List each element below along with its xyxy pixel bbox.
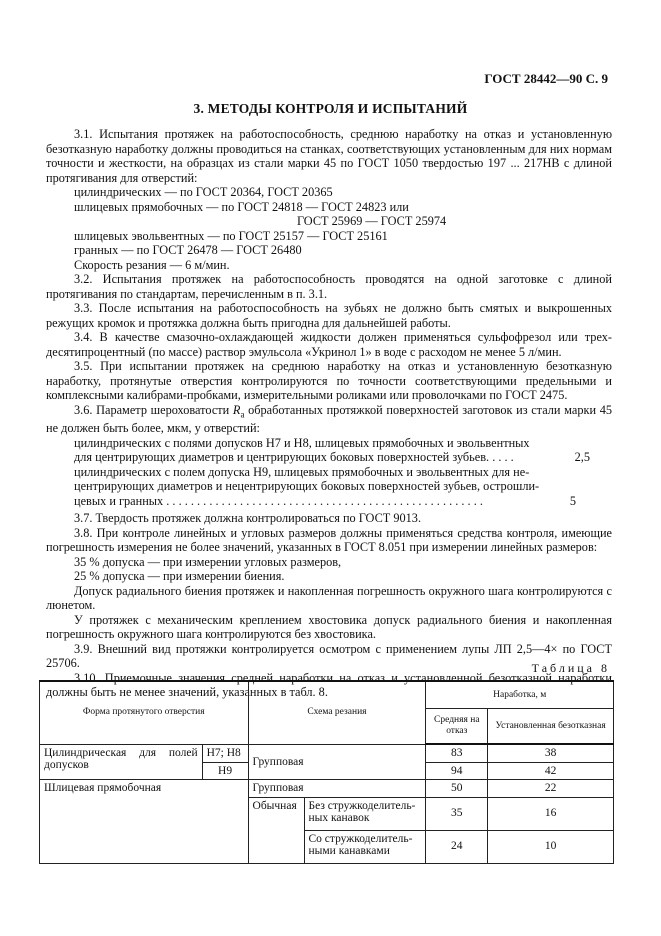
list-item: гранных — по ГОСТ 26478 — ГОСТ 26480 bbox=[74, 243, 302, 257]
paragraph-3-6-start: 3.6. Параметр шероховатости bbox=[74, 402, 233, 417]
cell-no-groove: Без стружкоделитель-ных канавок bbox=[304, 797, 426, 830]
paragraph-3-2: 3.2. Испытания протяжек на работоспособность проводятся на одной заготовке с длиной протягивания по стандартам, перечисленным в п. 3.1. bbox=[46, 272, 612, 301]
paragraph-3-6 bbox=[46, 403, 612, 436]
header-form: Форма протянутого отверстия bbox=[40, 681, 249, 744]
list-item: шлицевых прямобочных — по ГОСТ 24818 — ГОСТ 24823 или bbox=[74, 199, 409, 214]
cell-value: 24 bbox=[426, 830, 488, 863]
paragraph-3-5: 3.5. При испытании протяжек на среднюю наработку на отказ и установленную безотказную наработку, протянутые отверстия контролируются по точности соответствующими предельными и комплексными калибрами-пробками, измерительными роликами или проволочками по ГОСТ 2475. bbox=[46, 359, 612, 402]
paragraph-3-3: 3.3. После испытания на работоспособность на зубьях не должно быть смятых и выкрошенных режущих кромок и протяжка должна быть пригодна для дальнейшей работы. bbox=[46, 301, 612, 330]
header-scheme: Схема резания bbox=[248, 681, 426, 744]
measure-item: 35 % допуска — при измерении угловых размеров, bbox=[74, 554, 342, 569]
list-item: цилиндрических — по ГОСТ 20364, ГОСТ 20365 bbox=[74, 185, 333, 199]
cell-value: 16 bbox=[488, 797, 614, 830]
cell-value: 50 bbox=[426, 780, 488, 798]
roughness-value-1: 2,5 bbox=[574, 450, 590, 465]
header-set: Установленная безотказная bbox=[488, 709, 614, 745]
cell-with-groove: Со стружкоделитель-ными канавками bbox=[304, 830, 426, 863]
cell-value: 83 bbox=[426, 744, 488, 762]
cell-tol-h9: H9 bbox=[202, 762, 248, 780]
cell-spline-label: Шлицевая прямобочная bbox=[40, 780, 249, 864]
paragraph-3-10: 3.10. Приемочные значения средней наработки на отказ и установленной безотказной наработки должны быть не менее значений, указанных в табл. 8. bbox=[46, 670, 612, 700]
cell-tol-h7h8: H7; H8 bbox=[202, 744, 248, 762]
page-header: ГОСТ 28442—90 С. 9 bbox=[484, 71, 608, 86]
cell-ordinary: Обычная bbox=[248, 797, 304, 863]
paragraph-3-8-b: Допуск радиального биения протяжек и накопленная погрешность окружного шага контролируются с люнетом. bbox=[46, 583, 612, 613]
paragraph-3-9: 3.9. Внешний вид протяжки контролируется осмотром с применением лупы ЛП 2,5—4× по ГОСТ 25706. bbox=[46, 641, 612, 671]
table-row bbox=[40, 744, 614, 762]
table-8 bbox=[39, 680, 614, 864]
roughness-item-2-line-2: центрирующих диаметров и нецентрирующих боковых поверхностей зубьев, острошли- bbox=[74, 479, 540, 494]
table-caption: Таблица 8 bbox=[531, 661, 610, 675]
list-item-continuation: ГОСТ 25969 — ГОСТ 25974 bbox=[297, 214, 447, 228]
paragraph-3-8-c: У протяжек с механическим креплением хвостовика допуск радиального биения и накопленная погрешность окружного шага контролируются без хвостовика. bbox=[46, 612, 612, 642]
header-life: Наработка, м bbox=[426, 681, 614, 709]
roughness-value-2: 5 bbox=[569, 493, 576, 508]
paragraph-3-1: 3.1. Испытания протяжек на работоспособность, среднюю наработку на отказ и установленную безотказную наработку должны проводиться на станках, соответствующих установленным для них нормам точности и жесткости, на образцах из стали марки 45 по ГОСТ 1050 твердостью 197 ... 217НВ с длиной протягивания для отверстий: bbox=[46, 127, 612, 185]
table-header-row bbox=[40, 681, 614, 709]
roughness-item-1-line-2 bbox=[46, 450, 612, 465]
header-mean: Средняя на отказ bbox=[426, 709, 488, 745]
paragraph-3-4: 3.4. В качестве смазочно-охлаждающей жидкости должен применяться сульфофрезол или трех-десятипроцентный (по массе) раствор эмульсола «Укринол 1» в воде с расходом не менее 5 л/мин. bbox=[46, 330, 612, 359]
cutting-speed: Скорость резания — 6 м/мин. bbox=[74, 257, 230, 272]
roughness-item-2-line-1: цилиндрических с полем допуска H9, шлицевых прямобочных и эвольвентных для не- bbox=[74, 464, 530, 479]
cell-group-1: Групповая bbox=[248, 744, 426, 780]
measure-item: 25 % допуска — при измерении биения. bbox=[74, 569, 285, 584]
cell-cyl-label: Цилиндрическая для полей допусков bbox=[40, 744, 203, 780]
paragraph-3-6-end: обработанных протяжкой поверхностей заготовок из стали марки 45 не должен быть более, мкм, у отверстий: bbox=[46, 402, 612, 436]
roughness-subscript: a bbox=[240, 408, 245, 419]
paragraph-3-8: 3.8. При контроле линейных и угловых размеров должны применяться средства контроля, имеющие погрешность измерения не более значений, указанных в ГОСТ 8.051 при измерении линейных размеров: bbox=[46, 525, 612, 555]
paragraph-3-7: 3.7. Твердость протяжек должна контролироваться по ГОСТ 9013. bbox=[74, 511, 422, 526]
cell-value: 10 bbox=[488, 830, 614, 863]
cell-value: 42 bbox=[488, 762, 614, 780]
cell-value: 35 bbox=[426, 797, 488, 830]
cell-value: 38 bbox=[488, 744, 614, 762]
cell-value: 22 bbox=[488, 780, 614, 798]
section-title: 3. МЕТОДЫ КОНТРОЛЯ И ИСПЫТАНИЙ bbox=[193, 101, 468, 116]
roughness-item-2-line-3 bbox=[46, 494, 612, 509]
roughness-item-2-text: цевых и гранных . . . . . . . . . . . . . . . . . . . . . . . . . . . . . . . . . . . . . . . . . . . . . . . . . . . . bbox=[74, 493, 483, 508]
list-item: шлицевых эвольвентных — по ГОСТ 25157 — ГОСТ 25161 bbox=[74, 228, 388, 243]
cell-group-2: Групповая bbox=[248, 780, 426, 798]
cell-value: 94 bbox=[426, 762, 488, 780]
table-row bbox=[40, 780, 614, 798]
roughness-symbol: R bbox=[232, 402, 241, 417]
roughness-item-1-text: для центрирующих диаметров и центрирующих боковых поверхностей зубьев. . . . . bbox=[74, 450, 514, 465]
roughness-item-1-line-1: цилиндрических с полями допусков H7 и H8, шлицевых прямобочных и эвольвентных bbox=[74, 435, 530, 450]
document-body bbox=[46, 127, 612, 700]
